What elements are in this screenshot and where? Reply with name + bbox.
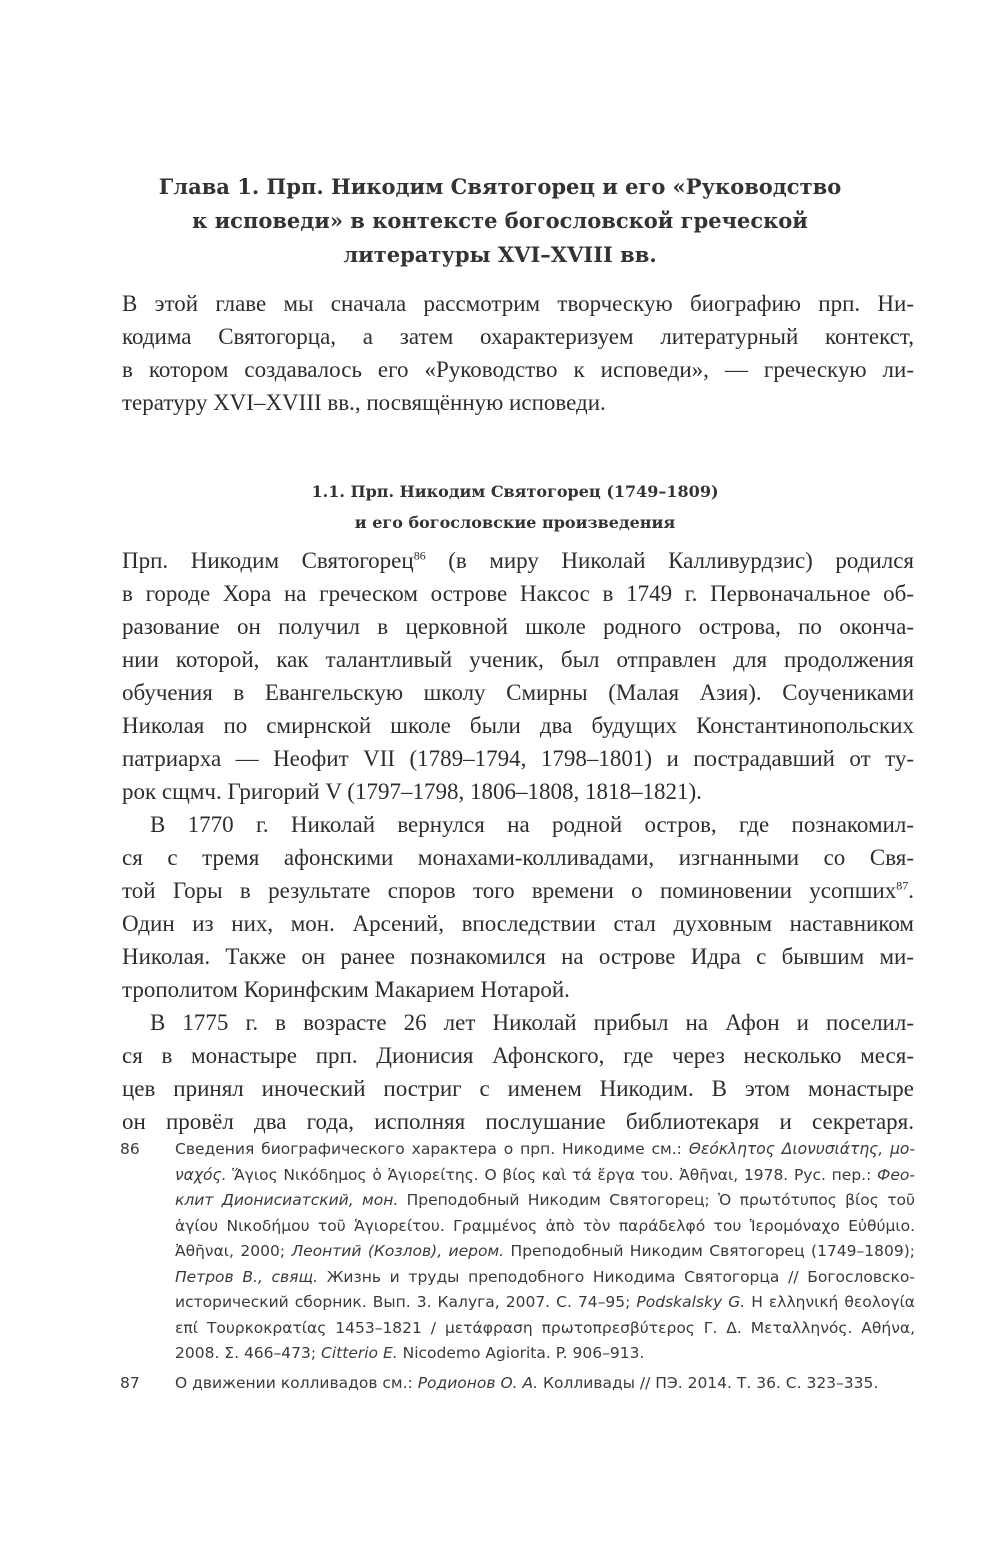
section-title: [150, 476, 880, 538]
text-run: Nicodemo Agiorita. P. 906–913.: [397, 1344, 645, 1362]
text-run: 2008. Σ. 466–473;: [175, 1344, 322, 1362]
text-line: в городе Хора на греческом острове Наксос в 1749 г. Первоначальное об-: [122, 581, 914, 606]
italic-run: ναχός.: [175, 1165, 227, 1184]
italic-run: клит Дионисиатский, мон.: [175, 1191, 399, 1209]
text-line: патриарха — Неофит VII (1789–1794, 1798–1801) и пострадавший от ту-: [122, 746, 914, 771]
footnote-86: [120, 1137, 915, 1367]
text-run: О движении колливадов см.:: [175, 1373, 418, 1392]
text-line: [122, 874, 914, 907]
text-line: кодима Святогорца, а затем охарактеризуем литературный контекст,: [122, 324, 914, 349]
text-run: Η ελληνική θεολογία: [745, 1293, 915, 1311]
footnote-line: [175, 1290, 915, 1316]
text-run: (в миру Николай Калливурдзис) родился: [425, 548, 914, 573]
italic-run: Леонтий (Козлов), иером.: [291, 1242, 505, 1260]
footnote-87: [120, 1371, 915, 1397]
text-run: Ἅγιος Νικόδημος ὁ Ἁγιορείτης. Ο βίος καὶ τά ἔργα του. Ἀθῆναι, 1978. Рус. пер.:: [226, 1165, 878, 1184]
text-line: В этой главе мы сначала рассмотрим творческую биографию прп. Ни-: [122, 291, 914, 316]
footnote-line: [175, 1371, 915, 1397]
text-run: той Горы в результате споров того времени о поминовении усопших: [122, 878, 897, 903]
italic-run: Родионов О. А.: [417, 1373, 539, 1392]
text-run: Преподобный Никодим Святогорец; Ὁ πρωτότυπος βίος τοῦ: [398, 1191, 915, 1209]
text-run: Жизнь и труды преподобного Никодима Святогорца // Богословско-: [318, 1267, 915, 1286]
text-line: ся в монастыре прп. Дионисия Афонского, где через несколько меся-: [122, 1043, 914, 1068]
footnote-line: [175, 1265, 915, 1291]
text-run: .: [908, 878, 914, 903]
text-line: рок сщмч. Григорий V (1797–1798, 1806–1808, 1818–1821).: [122, 779, 702, 804]
chapter-title-line: литературы XVI–XVIII вв.: [343, 242, 657, 267]
text-line: Николая. Также он ранее познакомился на острове Идра с бывшим ми-: [122, 944, 914, 969]
text-run: исторический сборник. Вып. 3. Калуга, 2007. С. 74–95;: [175, 1293, 637, 1311]
main-text: [122, 544, 914, 1138]
text-line: он провёл два года, исполняя послушание библиотекаря и секретаря.: [122, 1109, 914, 1134]
chapter-title-line: Глава 1. Прп. Никодим Святогорец и его «Руководство: [158, 174, 842, 199]
text-line: ся с тремя афонскими монахами-колливадами, изгнанными со Свя-: [122, 845, 914, 870]
italic-run: Петров В., свящ.: [175, 1267, 319, 1286]
section-title-line: 1.1. Прп. Никодим Святогорец (1749–1809): [311, 482, 719, 501]
text-line: нии которой, как талантливый ученик, был отправлен для продолжения: [122, 647, 914, 672]
text-run: Ἀθῆναι, 2000;: [175, 1242, 292, 1260]
footnote-line: [175, 1188, 915, 1214]
footnote-line: [175, 1341, 915, 1367]
text-run: Преподобный Никодим Святогорец (1749–1809);: [504, 1242, 916, 1260]
paragraph-3: [122, 1006, 914, 1138]
text-line: трополитом Коринфским Макарием Нотарой.: [122, 977, 570, 1002]
paragraph-1: [122, 544, 914, 808]
footnote-ref-87[interactable]: 87: [896, 878, 909, 893]
text-line: тературу XVI–XVIII вв., посвящённую исповеди.: [122, 390, 606, 415]
footnote-number: 87: [120, 1373, 140, 1392]
italic-run: Citterio E.: [321, 1344, 398, 1362]
paragraph-2: [122, 808, 914, 1006]
footnotes: [120, 1137, 915, 1396]
italic-run: Θεόκλητος Διονυσιάτης, μο-: [688, 1140, 916, 1158]
text-line: разование он получил в церковной школе родного острова, по оконча-: [122, 614, 914, 639]
text-run: Колливады // ПЭ. 2014. Т. 36. С. 323–335.: [538, 1373, 879, 1392]
text-line: Один из них, мон. Арсений, впоследствии стал духовным наставником: [122, 911, 914, 936]
text-line: в котором создавалось его «Руководство к исповеди», — греческую ли-: [122, 357, 914, 382]
footnote-line: [175, 1239, 915, 1265]
text-line: В 1770 г. Николай вернулся на родной остров, где познакомил-: [150, 812, 914, 837]
text-line: цев принял иноческий постриг с именем Никодим. В этом монастыре: [122, 1076, 914, 1101]
footnote-number: 86: [120, 1140, 140, 1158]
text-run: Сведения биографического характера о прп. Никодиме см.:: [175, 1140, 689, 1158]
intro-paragraph: [122, 287, 914, 419]
text-line: В 1775 г. в возрасте 26 лет Николай прибыл на Афон и поселил-: [150, 1010, 914, 1035]
text-line: обучения в Евангельскую школу Смирны (Малая Азия). Соучениками: [122, 680, 914, 705]
chapter-title: [100, 170, 900, 272]
text-run: Прп. Никодим Святогорец: [122, 548, 414, 573]
italic-run: Фео-: [877, 1165, 915, 1184]
footnote-line: επί Τουρκοκρατίας 1453–1821 / μετάφραση πρωτοπρεσβύτερος Γ. Δ. Μεταλληνός. Αθήνα,: [175, 1318, 915, 1337]
footnote-ref-86[interactable]: 86: [413, 548, 426, 563]
footnote-line: ἁγίου Νικοδήμου τοῦ Ἁγιορείτου. Γραμμένος ἀπὸ τὸν παράδελφό του Ἱερομόναχο Εὐθύμιο.: [175, 1216, 915, 1235]
section-title-line: и его богословские произведения: [354, 513, 676, 532]
text-line: Николая по смирнской школе были два будущих Константинопольских: [122, 713, 914, 738]
italic-run: Podskalsky G.: [636, 1293, 746, 1311]
chapter-title-line: к исповеди» в контексте богословской греческой: [192, 208, 808, 233]
footnote-line: [175, 1163, 915, 1189]
footnote-line: [175, 1137, 915, 1163]
text-line: [122, 544, 914, 577]
